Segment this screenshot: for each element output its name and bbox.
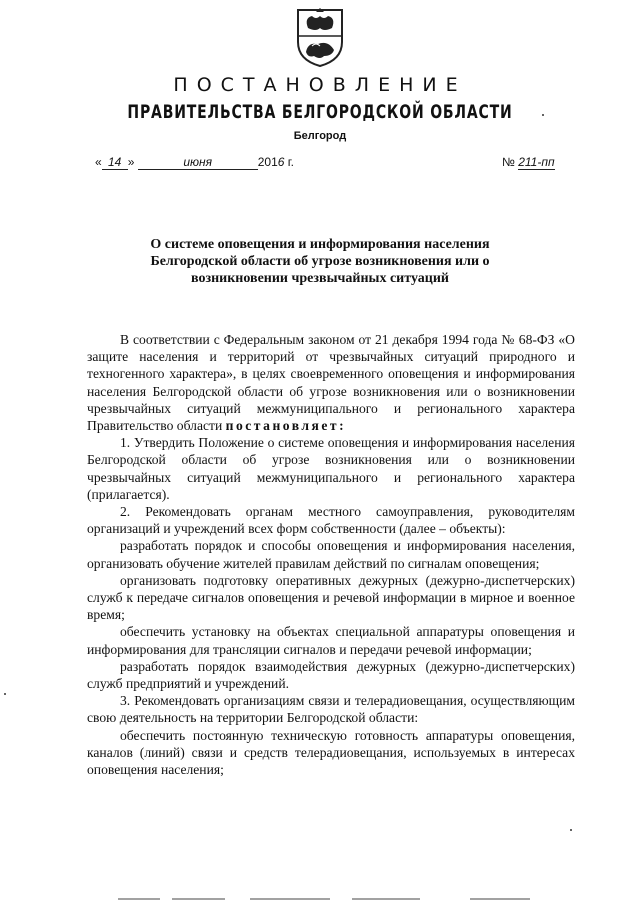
body-paragraph: обеспечить постоянную техническую готовность аппаратуры оповещения, каналов (линий) связи и средств телерадиовещания, используемых в интересах оповещения населения; xyxy=(87,727,575,778)
body-paragraph: обеспечить установку на объектах специальной аппаратуры оповещения и информирования для трансляции сигналов и передачи речевой информации; xyxy=(87,624,575,657)
body-paragraph xyxy=(87,331,575,434)
footer-rule xyxy=(0,897,640,901)
date-year-suffix: 6 xyxy=(277,155,285,169)
body-paragraph: разработать порядок взаимодействия дежурных (дежурно-диспетчерских) служб предприятий и учреждений. xyxy=(87,658,575,692)
body-paragraph: организовать подготовку оперативных дежурных (дежурно-диспетчерских) служб к передаче сигналов оповещения и речевой информации в мирное и военное время; xyxy=(87,572,575,623)
body-paragraph: 3. Рекомендовать организациям связи и телерадиовещания, осуществляющим свою деятельность на территории Белгородской области: xyxy=(87,693,575,726)
preamble-text: В соответствии с Федеральным законом от 21 декабря 1994 года № 68-ФЗ «О защите населения и территорий от чрезвычайных ситуаций природного и техногенного характера», в целях своевременного оповещения и информирования населения Белгородской области об угрозе возникновения или о возникновении чрезвычайных ситуаций межмуниципального и регионального характера Правительство области xyxy=(87,332,575,434)
date-open-quote: « xyxy=(95,155,102,169)
coat-of-arms-icon xyxy=(294,6,346,68)
date-year-prefix: 201 xyxy=(257,155,278,169)
body-paragraph: разработать порядок и способы оповещения и информирования населения, организовать обучение жителей правилам действий по сигналам оповещения; xyxy=(87,538,575,571)
body-paragraph: 1. Утвердить Положение о системе оповещения и информирования населения Белгородской области об угрозе возникновения или о возникновении чрезвычайных ситуаций межмуниципального и регионального характера (прилагается). xyxy=(87,435,575,502)
date-day: 14 xyxy=(102,155,128,170)
city-label: Белгород xyxy=(293,130,347,142)
document-type-heading: ПОСТАНОВЛЕНИЕ xyxy=(173,74,467,96)
document-date xyxy=(95,155,294,170)
date-close-quote: » xyxy=(127,155,135,169)
date-month: июня xyxy=(138,155,258,170)
issuer-heading: ПРАВИТЕЛЬСТВА БЕЛГОРОДСКОЙ ОБЛАСТИ xyxy=(127,101,513,123)
scan-dot xyxy=(542,114,544,116)
number-prefix: № xyxy=(502,155,519,169)
date-year-end: г. xyxy=(284,155,295,169)
scan-dot xyxy=(4,693,6,695)
document-title: О системе оповещения и информирования населения Белгородской области об угрозе возникновения или о возникновении чрезвычайных ситуаций xyxy=(150,237,490,286)
decree-word: постановляет: xyxy=(225,418,347,434)
body-paragraph: 2. Рекомендовать органам местного самоуправления, руководителям организаций и учреждений всех форм собственности (далее – объекты): xyxy=(87,504,575,537)
document-number xyxy=(502,155,555,169)
number-value: 211-пп xyxy=(518,155,555,169)
scan-dot xyxy=(570,829,572,831)
document-body xyxy=(87,331,575,778)
